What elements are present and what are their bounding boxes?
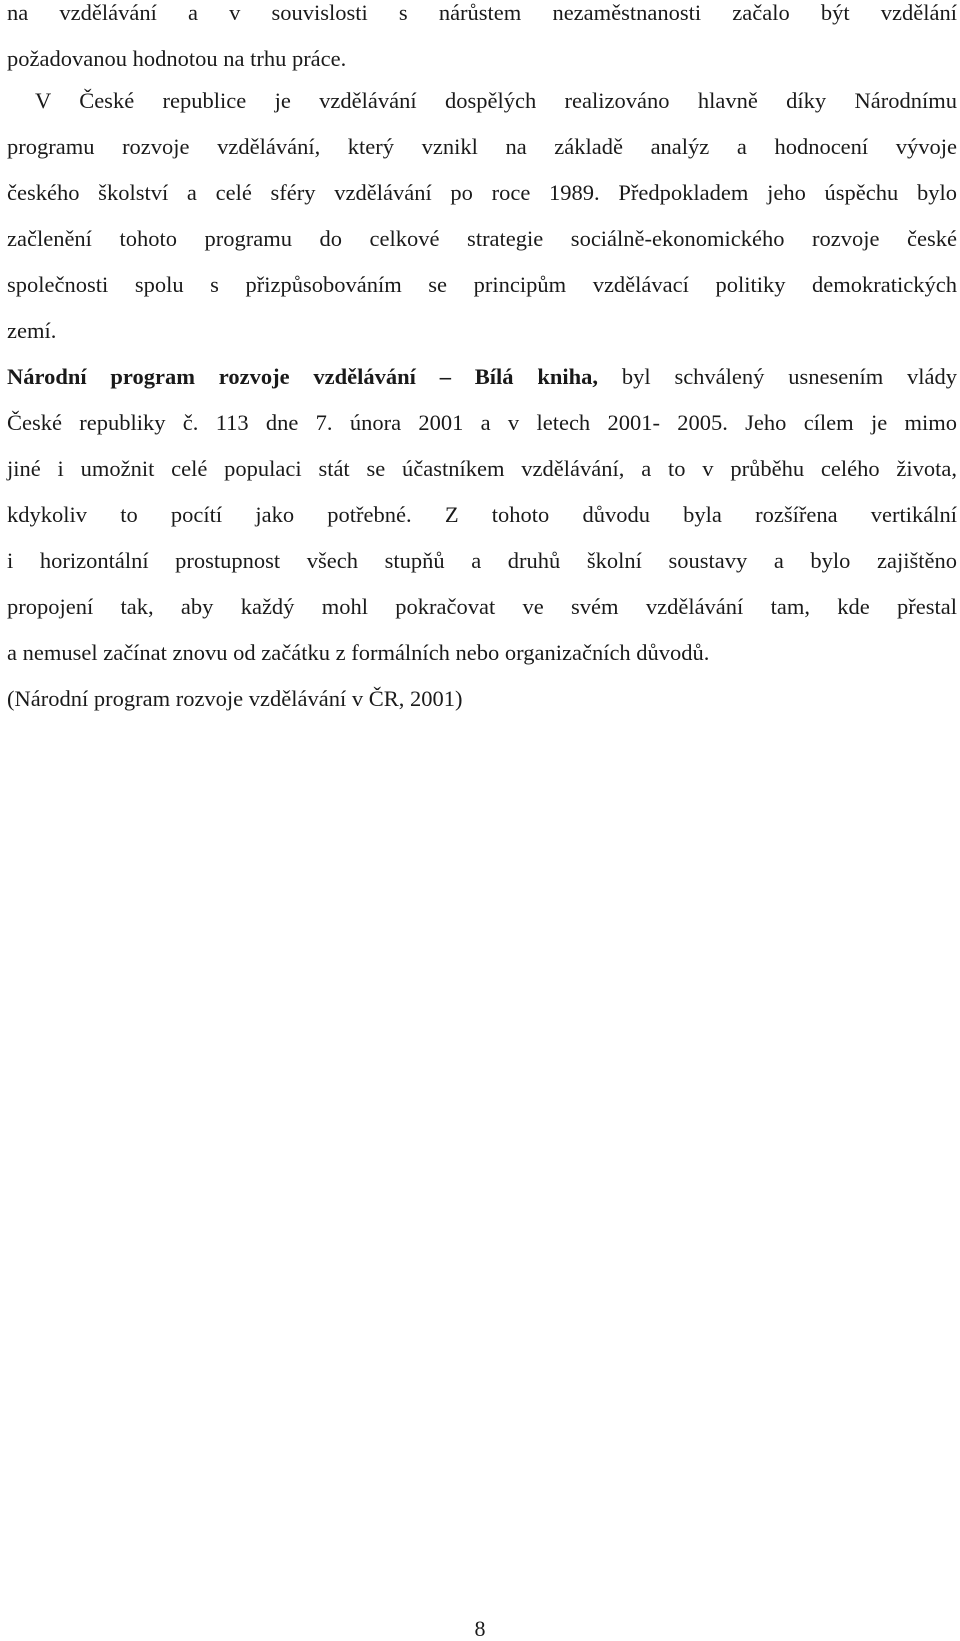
- text-line: kdykoliv to pocítí jako potřebné. Z tohoto důvodu byla rozšířena vertikální: [7, 502, 957, 527]
- text-line: a nemusel začínat znovu od začátku z formálních nebo organizačních důvodů.: [7, 640, 710, 665]
- paragraph-white-paper: [7, 364, 957, 686]
- text-line-with-bold-lead: [7, 364, 957, 410]
- text-line: zemí.: [7, 318, 57, 343]
- text-line: začlenění tohoto programu do celkové strategie sociálně-ekonomického rozvoje české: [7, 226, 957, 251]
- citation-text: (Národní program rozvoje vzdělávání v ČR, 2001): [7, 686, 463, 711]
- paragraph-continuation: [7, 0, 957, 92]
- text-line: programu rozvoje vzdělávání, který vznikl na základě analýz a hodnocení vývoje: [7, 134, 957, 159]
- text-line: i horizontální prostupnost všech stupňů a druhů školní soustavy a bylo zajištěno: [7, 548, 957, 573]
- paragraph-adult-education: [7, 88, 957, 364]
- text-line: propojení tak, aby každý mohl pokračovat ve svém vzdělávání tam, kde přestal: [7, 594, 957, 619]
- text-span: byl schválený usnesením vlády: [621, 364, 958, 389]
- text-line: požadovanou hodnotou na trhu práce.: [7, 46, 347, 71]
- citation: [7, 686, 957, 732]
- text-line: českého školství a celé sféry vzdělávání po roce 1989. Předpokladem jeho úspěchu bylo: [7, 180, 957, 205]
- bold-title: Národní program rozvoje vzdělávání – Bílá kniha,: [7, 364, 599, 389]
- text-line: jiné i umožnit celé populaci stát se účastníkem vzdělávání, a to v průběhu celého života,: [7, 456, 957, 481]
- text-line: na vzdělávání a v souvislosti s nárůstem nezaměstnanosti začalo být vzdělání: [7, 0, 957, 25]
- text-line: společnosti spolu s přizpůsobováním se principům vzdělávací politiky demokratických: [7, 272, 957, 297]
- text-line: České republiky č. 113 dne 7. února 2001 a v letech 2001- 2005. Jeho cílem je mimo: [7, 410, 957, 435]
- text-line: V České republice je vzdělávání dospělých realizováno hlavně díky Národnímu: [35, 88, 957, 113]
- page-number: 8: [474, 1616, 486, 1641]
